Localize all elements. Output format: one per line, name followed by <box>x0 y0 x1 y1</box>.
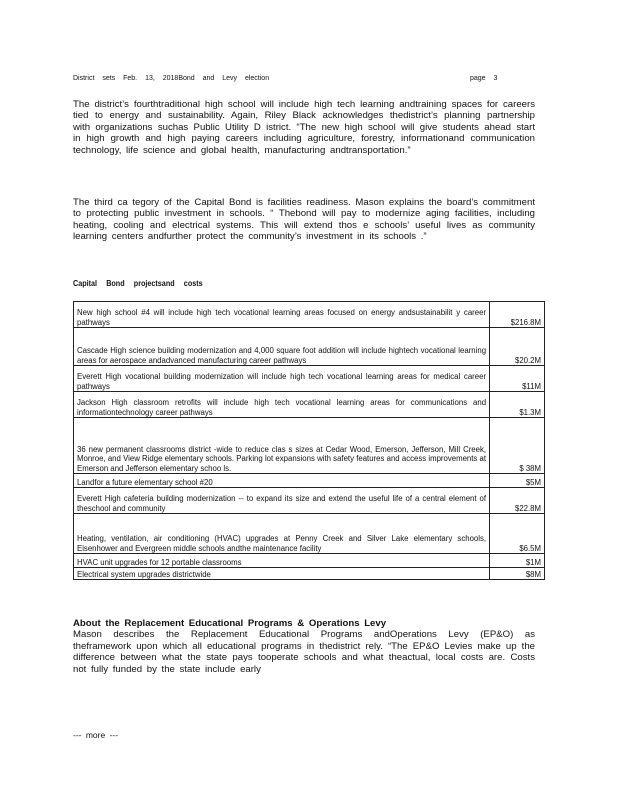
project-cost: $20.2M <box>490 328 545 366</box>
table-row <box>74 366 545 392</box>
paragraph-levy <box>73 618 535 675</box>
project-cost: $1.3M <box>490 392 545 418</box>
project-description: Cascade High science building modernization and 4,000 square foot addition will include hightech vocational learning areas for aerospace andadvanced manufacturing career pathways <box>74 328 490 366</box>
project-cost: $11M <box>490 366 545 392</box>
project-cost: $ 38M <box>490 418 545 474</box>
project-description: Everett High cafeteria building modernization -- to expand its size and extend the useful life of a central element of theschool and community <box>74 488 490 514</box>
paragraph-high-school: The district’s fourthtraditional high school will include high tech learning andtraining spaces for careers tied to energy and sustainability. Again, Riley Black acknowledges thedistrict’s planning partnership with organizations suchas Public Utility D istrict. “The new high school will give students ahead start in high growth and high paying careers including agriculture, forestry, informationand communication technology, life science and global health, manufacturing andtransportation.” <box>73 99 535 156</box>
table-row <box>74 392 545 418</box>
project-cost: $5M <box>490 474 545 488</box>
project-description: Heating, ventilation, air conditioning (HVAC) upgrades at Penny Creek and Silver Lake elementary schools, Eisenhower and Evergreen middle schools andthe maintenance facility <box>74 514 490 554</box>
project-description: Electrical system upgrades districtwide <box>74 568 490 580</box>
project-description: Landfor a future elementary school #20 <box>74 474 490 488</box>
project-description: HVAC unit upgrades for 12 portable classrooms <box>74 554 490 568</box>
project-cost: $1M <box>490 554 545 568</box>
table-row <box>74 554 545 568</box>
levy-body: Mason describes the Replacement Educational Programs andOperations Levy (EP&O) as theframework upon which all educational programs in thedistrict rely. “The EP&O Levies make up the difference between what the state pays tooperate schools and what theactual, local costs are. Costs not fully funded by the state include early <box>73 629 535 675</box>
project-cost: $22.8M <box>490 488 545 514</box>
section-title: Capital Bond projectsand costs <box>73 279 203 288</box>
levy-heading: About the Replacement Educational Programs & Operations Levy <box>73 618 387 629</box>
table-row <box>74 488 545 514</box>
table-row <box>74 514 545 554</box>
table-row <box>74 328 545 366</box>
page-number: page 3 <box>470 75 498 82</box>
more-indicator: --- more --- <box>73 730 119 740</box>
project-description: New high school #4 will include high tech vocational learning areas focused on energy andsustainabilit y career pathways <box>74 302 490 328</box>
project-description: Everett High vocational building modernization will include high tech vocational learning areas for medical career pathways <box>74 366 490 392</box>
table-row <box>74 302 545 328</box>
paragraph-facilities: The third ca tegory of the Capital Bond is facilities readiness. Mason explains the board’s commitment to protecting public investment in schools. “ Thebond will pay to modernize aging facilities, including heating, cooling and electrical systems. This will extend thos e schools’ useful lives as community learning centers andfurther protect the community’s investment in its schools .” <box>73 197 535 243</box>
table-row <box>74 474 545 488</box>
project-cost: $8M <box>490 568 545 580</box>
project-description: Jackson High classroom retrofits will include high tech vocational learning areas for communications and informationtechnology career pathways <box>74 392 490 418</box>
projects-table <box>73 301 545 580</box>
table-row <box>74 568 545 580</box>
project-description: 36 new permanent classrooms district -wide to reduce clas s sizes at Cedar Wood, Emerson, Jefferson, Mill Creek, Monroe, and View Ridge elementary schools. Parking lot expansions with safety features and access improvements at Emerson and Jefferson elementary schoo ls. <box>74 418 490 474</box>
page-header: District sets Feb. 13, 2018Bond and Levy election <box>73 75 270 82</box>
project-cost: $6.5M <box>490 514 545 554</box>
table-row <box>74 418 545 474</box>
project-cost: $216.8M <box>490 302 545 328</box>
